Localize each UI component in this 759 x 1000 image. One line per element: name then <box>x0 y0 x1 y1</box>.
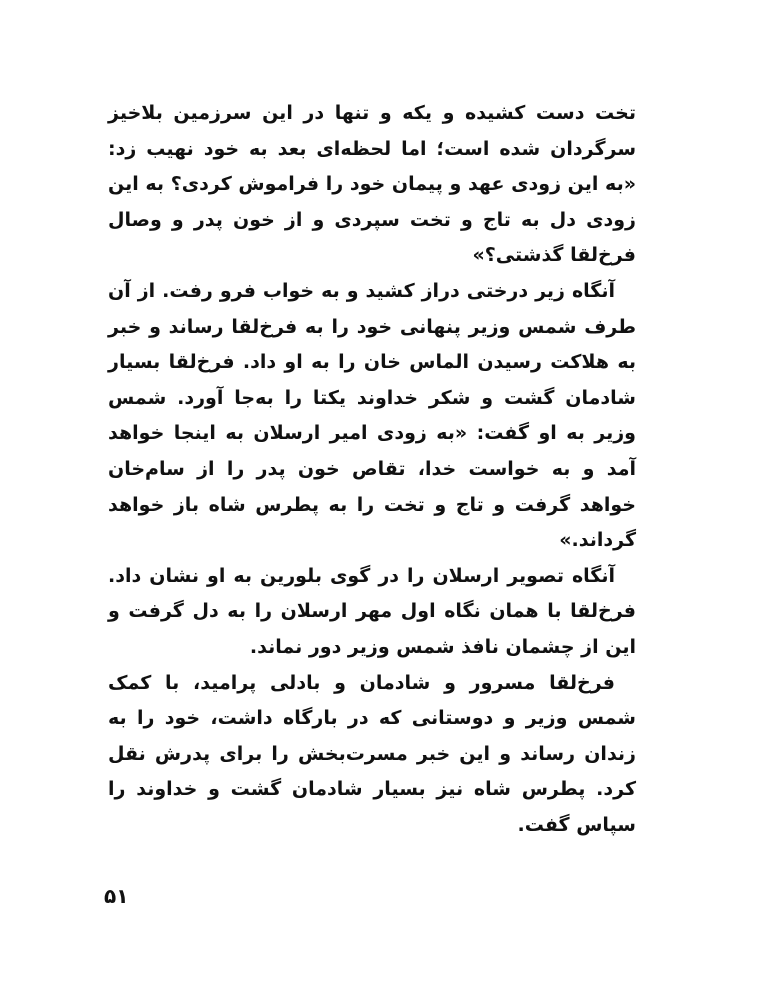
paragraph-3: آنگاه تصویر ارسلان را در گوی بلورین به او نشان داد. فرخ‌لقا با همان نگاه اول مهر ارسلان را به دل گرفت و این از چشمان نافذ شمس وزیر دور نماند. <box>108 564 636 658</box>
page-number: ۵۱ <box>104 884 129 908</box>
paragraph-2: آنگاه زیر درختی دراز کشید و به خواب فرو رفت. از آن طرف شمس وزیر پنهانی خود را به فرخ‌لقا رساند و خبر به هلاکت رسیدن الماس خان را به او داد. فرخ‌لقا بسیار شادمان گشت و شکر خداوند یکتا را به‌جا آورد. شمس وزیر به او گفت: «به زودی امیر ارسلان به اینجا خواهد آمد و به خواست خدا، تقاص خون پدر را از سام‌خان خواهد گرفت و تاج و تخت را به پطرس شاه باز خواهد گرداند.» <box>108 279 636 552</box>
paragraph-4: فرخ‌لقا مسرور و شادمان و بادلی پرامید، با کمک شمس وزیر و دوستانی که در بارگاه داشت، خود را به زندان رساند و این خبر مسرت‌بخش را برای پدرش نقل کرد. پطرس شاه نیز بسیار شادمان گشت و خداوند را سپاس گفت. <box>108 671 636 836</box>
body-text <box>108 96 636 843</box>
paragraph-1: تخت دست کشیده و یکه و تنها در این سرزمین بلاخیز سرگردان شده است؛ اما لحظه‌ای بعد به خود نهیب زد: «به این زودی عهد و پیمان خود را فراموش کردی؟ به این زودی دل به تاج و تخت سپردی و از خون پدر و وصال فرخ‌لقا گذشتی؟» <box>108 102 636 267</box>
